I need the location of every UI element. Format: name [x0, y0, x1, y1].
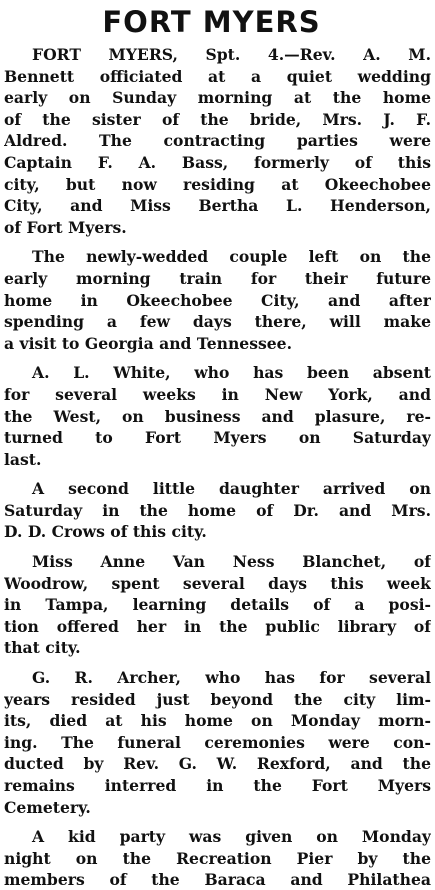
text-line: Aldred. The contracting parties were — [4, 131, 431, 151]
text-line: last. — [4, 449, 42, 469]
headline: FORT MYERS — [102, 5, 321, 39]
text-line: city, but now residing at Okeechobee — [4, 174, 431, 194]
text-line: a visit to Georgia and Tennessee. — [4, 333, 293, 353]
text-line: that city. — [4, 638, 81, 658]
text-line: Miss Anne Van Ness Blanchet, of — [32, 552, 431, 572]
text-line: tion offered her in the public library of — [4, 616, 431, 636]
text-line: its, died at his home on Monday morn- — [4, 711, 431, 731]
text-line: Cemetery. — [4, 797, 91, 817]
text-line: the West, on business and plasure, re- — [4, 406, 431, 426]
text-line: early morning train for their future — [4, 268, 431, 288]
text-line: years resided just beyond the city lim- — [4, 689, 431, 709]
text-line: home in Okeechobee City, and after — [4, 290, 431, 310]
text-line: ing. The funeral ceremonies were con- — [4, 732, 431, 752]
text-line: members of the Baraca and Philathea — [4, 870, 431, 890]
article-body — [4, 44, 431, 890]
article-paragraph — [4, 667, 431, 818]
text-line: night on the Recreation Pier by the — [4, 848, 431, 868]
text-line: Woodrow, spent several days this week — [4, 573, 431, 593]
text-line: Bennett officiated at a quiet wedding — [4, 66, 431, 86]
text-line: FORT MYERS, Spt. 4.—Rev. A. M. — [32, 45, 431, 64]
article-paragraph — [4, 246, 431, 354]
text-line: in Tampa, learning details of a posi- — [4, 595, 431, 615]
article-paragraph — [4, 478, 431, 543]
article-paragraph — [4, 44, 431, 238]
text-line: City, and Miss Bertha L. Henderson, — [4, 196, 431, 216]
text-line: of Fort Myers. — [4, 217, 127, 237]
text-line: remains interred in the Fort Myers — [4, 776, 431, 795]
article-paragraph — [4, 362, 431, 470]
text-line: G. R. Archer, who has for several — [32, 668, 431, 688]
text-line: for several weeks in New York, and — [4, 384, 431, 404]
text-line: A second little daughter arrived on — [32, 479, 431, 499]
article-paragraph — [4, 551, 431, 659]
news-column — [4, 4, 431, 890]
text-line: Saturday in the home of Dr. and Mrs. — [4, 500, 431, 520]
text-line: early on Sunday morning at the home — [4, 88, 431, 108]
text-line: Captain F. A. Bass, formerly of this — [4, 152, 431, 172]
text-line: A kid party was given on Monday — [32, 827, 431, 847]
text-line: turned to Fort Myers on Saturday — [4, 428, 431, 448]
text-line: spending a few days there, will make — [4, 312, 431, 332]
text-line: D. D. Crows of this city. — [4, 522, 207, 542]
text-line: The newly-wedded couple left on the — [32, 247, 431, 267]
text-line: A. L. White, who has been absent — [32, 363, 431, 383]
text-line: of the sister of the bride, Mrs. J. F. — [4, 109, 431, 129]
article-paragraph — [4, 826, 431, 890]
text-line: ducted by Rev. G. W. Rexford, and the — [4, 754, 431, 774]
